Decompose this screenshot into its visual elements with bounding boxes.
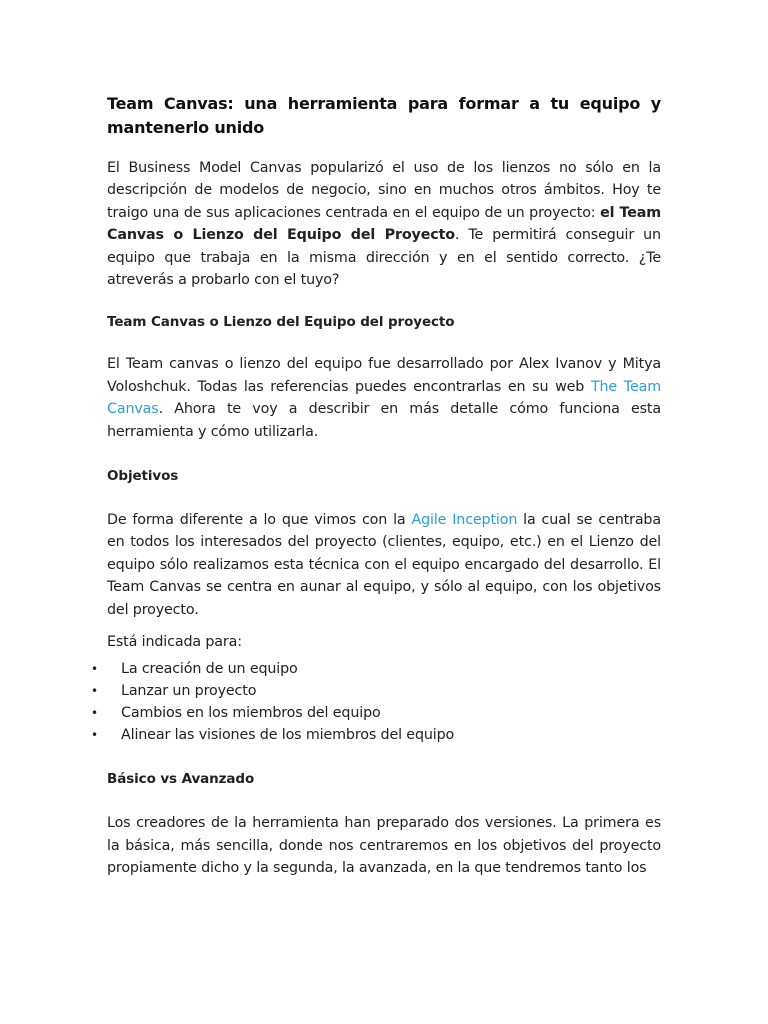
uses-list [91, 658, 645, 747]
bullet-icon: • [91, 683, 98, 698]
list-item-text: Cambios en los miembros del equipo [121, 704, 381, 721]
list-item-text: Lanzar un proyecto [121, 682, 257, 699]
section-heading-basico-vs-avanzado: Básico vs Avanzado [107, 771, 255, 788]
list-item [91, 724, 645, 746]
document-content [91, 92, 662, 880]
list-item-text: La creación de un equipo [121, 660, 298, 677]
team-canvas-paragraph [107, 353, 661, 443]
intro-text: El Business Model Canvas popularizó el uso de los lienzos no sólo en la descripción de modelos de negocio, sino en muchos otros ámbitos. Hoy te traigo una de sus aplicaciones centrada en el equipo de un proyecto: [107, 160, 661, 221]
list-item-text: Alinear las visiones de los miembros del equipo [121, 727, 455, 744]
list-item [91, 702, 645, 724]
intro-bold-text: el Team Canvas o Lienzo del Equipo del Proyecto [107, 204, 662, 244]
section-heading-objetivos: Objetivos [107, 468, 179, 485]
section-heading-team-canvas: Team Canvas o Lienzo del Equipo del proyecto [107, 314, 455, 331]
list-intro: Está indicada para: [107, 634, 242, 651]
bullet-icon: • [91, 728, 98, 743]
intro-text-end: . Te permitirá conseguir un equipo que trabaja en la misma dirección y en el sentido correcto. ¿Te atreverás a probarlo con el tuyo? [107, 227, 661, 289]
team-canvas-text-end: . Ahora te voy a describir en más detalle cómo funciona esta herramienta y cómo utilizarla. [107, 401, 661, 440]
team-canvas-text: El Team canvas o lienzo del equipo fue desarrollado por Alex Ivanov y Mitya Voloshchuk. Todas las referencias puedes encontrarlas en su web [107, 356, 661, 395]
list-item [91, 658, 645, 680]
objetivos-text: De forma diferente a lo que vimos con la [107, 512, 412, 529]
basico-avanzado-paragraph: Los creadores de la herramienta han preparado dos versiones. La primera es la básica, más sencilla, donde nos centraremos en los objetivos del proyecto propiamente dicho y la segunda, la avanzada, en la que tendremos tanto los [107, 815, 661, 877]
bullet-icon: • [91, 705, 98, 720]
objetivos-text-end: la cual se centraba en todos los interesados del proyecto (clientes, equipo, etc.) en el Lienzo del equipo sólo realizamos esta técnica con el equipo encargado del desarrollo. El Team Canvas se centra en aunar al equipo, y sólo al equipo, con los objetivos del proyecto. [107, 512, 661, 618]
bullet-icon: • [91, 661, 98, 676]
document-title: Team Canvas: una herramienta para formar a tu equipo y mantenerlo unido [107, 94, 661, 137]
list-item [91, 680, 645, 702]
the-team-canvas-link[interactable]: The Team Canvas [107, 378, 661, 418]
objetivos-paragraph [107, 509, 661, 621]
agile-inception-link[interactable]: Agile Inception [411, 512, 518, 529]
intro-paragraph [107, 157, 661, 291]
